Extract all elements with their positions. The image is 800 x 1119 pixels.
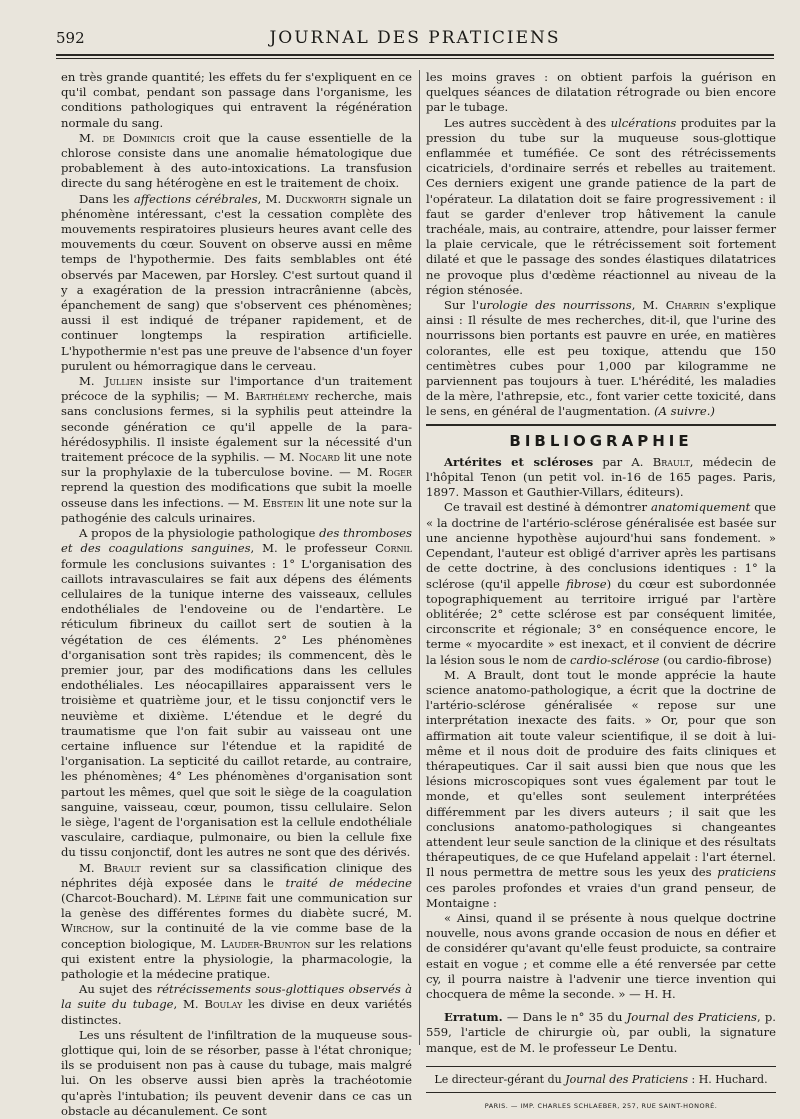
page-number: 592 — [56, 29, 85, 47]
page-header — [56, 26, 774, 50]
right-column — [426, 70, 776, 1110]
paragraph: les moins graves : on obtient parfois la guérison en quelques séances de dilatation rétrograde ou bien encore par le tubage. — [426, 70, 776, 115]
left-column — [61, 70, 412, 1118]
paragraph: Dans les affections cérébrales, M. Duckworth signale un phénomène intéressant, c'est la cessation complète des mouvements respiratoires plusieurs heures avant celle des mouvements du cœur. Souvent on observe aussi en même temps de l'hypothermie. Des faits semblables ont été observés par Macewen, par Horsley. C'est surtout quand il y a exagération de la pression intracrânienne (abcès, épanchement de sang) que s'observent ces phénomènes; aussi il est indiqué de trépaner rapidement, et de continuer longtemps la respiration artificielle. L'hypothermie n'est pas une preuve de l'absence d'un foyer purulent ou hémorragique dans le cerveau. — [61, 191, 412, 373]
footer-rule-lower — [426, 1092, 776, 1093]
paragraph: Ce travail est destiné à démontrer anatomiquement que « la doctrine de l'artério-sclérose généralisée est basée sur une ancienne hypothèse aujourd'hui sans fondement. » Cependant, l'auteur est obligé d'arriver après les partisans de cette doctrine, à des conclusions identiques : 1° la sclérose (qu'il appelle fibrose) du cœur est subordonnée topographiquement au territoire irrigué par l'artère oblitérée; 2° cette sclérose est par conséquent limitée, circonscrite et régionale; 3° en conséquence encore, le terme « myocardite » est inexact, et il convient de décrire la lésion sous le nom de cardio-sclérose (ou cardio-fibrose) — [426, 500, 776, 667]
section-rule — [426, 424, 776, 426]
erratum: Erratum. — Dans le n° 35 du Journal des Praticiens, p. 559, l'article de chirurgie où, par oubli, la signature manque, est de M. le professeur Le Dentu. — [426, 1010, 776, 1055]
to-be-continued: (A suivre.) — [654, 404, 715, 419]
paragraph: M. Brault revient sur sa classification clinique des néphrites déjà exposée dans le traité de médecine (Charcot-Bouchard). M. Lépine fait une communication sur la genèse des différentes formes du diabète sucré, M. Wirchow, sur la continuité de la vie comme base de la conception biologique, M. Lauder-Brunton sur les relations qui existent entre la physiologie, la pharmacologie, la pathologie et la médecine pratique. — [61, 860, 412, 981]
header-rule-thin — [56, 58, 774, 59]
running-title: JOURNAL DES PRATICIENS — [269, 28, 561, 48]
quotation: « Ainsi, quand il se présente à nous quelque doctrine nouvelle, nous avons grande occasion de nous en défier et de considérer qu'avant qu'elle feust produicte, sa contraire estait en vogue ; et comme elle a été renversée par cette cy, il pourra naistre à l'advenir une tierce invention qui chocquera de même la seconde. » — H. H. — [426, 910, 776, 1001]
footer-rule — [426, 1066, 776, 1067]
bibliography-heading: BIBLIOGRAPHIE — [509, 431, 693, 450]
paragraph: M. Jullien insiste sur l'importance d'un traitement précoce de la syphilis; — M. Barthélemy recherche, mais sans conclusions fermes, si la syphilis peut atteindre la seconde génération ce qu'il appelle de la para-hérédosyphilis. Il insiste également sur la nécessité d'un traitement précoce de la syphilis. — M. Nocard lit une note sur la prophylaxie de la tuberculose bovine. — M. Roger reprend la question des modifications que subit la moelle osseuse dans les infections. — M. Ebstein lit une note sur la pathogénie des calculs urinaires. — [61, 374, 412, 525]
printer-imprint: PARIS. — IMP. CHARLES SCHLAEBER, 257, RUE SAINT-HONORÉ. — [484, 1102, 718, 1110]
paragraph: en très grande quantité; les effets du fer s'expliquent en ce qu'il combat, pendant son passage dans l'organisme, les conditions pathologiques qui entravent la régénération normale du sang. — [61, 70, 412, 130]
paragraph: Sur l'urologie des nourrissons, M. Charrin s'explique ainsi : Il résulte de mes recherches, dit-il, que l'urine des nourrissons bien portants est pauvre en urée, en matières colorantes, elle est peu toxique, attendu que 150 centimètres cubes pour 1,000 par kilogramme ne parviennent pas toujours à tuer. L'hérédité, les maladies de la mère, l'athrepsie, etc., font varier cette toxicité, dans le sens, en général de l'augmentation. (A suivre.) — [426, 298, 776, 419]
director-line: Le directeur-gérant du Journal des Praticiens : H. Huchard. — [434, 1072, 768, 1086]
paragraph: M. A Brault, dont tout le monde apprécie la haute science anatomo-pathologique, a écrit que la doctrine de l'artério-sclérose généralisée « repose sur une interprétation inexacte des faits. » Or, pour que son affirmation ait toute valeur scientifique, il se doit à lui-même et il nous doit de produire des faits cliniques et thérapeutiques. Car il sait aussi bien que nous que les lésions microscopiques sont vues également par tout le monde, et qu'elles sont seulement interprétées différemment par les divers auteurs ; il sait que les conclusions anatomo-pathologiques si changeantes attendent leur seule sanction de la clinique et des résultats thérapeutiques, de ce que Hufeland appelait : l'art éternel. Il nous permettra de mettre sous les yeux des praticiens ces paroles profondes et vraies d'un grand penseur, de Montaigne : — [426, 667, 776, 910]
paragraph: Les uns résultent de l'infiltration de la muqueuse sous-glottique qui, loin de se résorber, passe à l'état chronique; ils se produisent non pas à cause du tubage, mais malgré lui. On les observe aussi bien après la trachéotomie qu'après l'intubation; ils peuvent devenir dans ce cas un obstacle au décanulement. Ce sont — [61, 1027, 412, 1118]
bibliography-entry: Artérites et scléroses par A. Brault, médecin de l'hôpital Tenon (un petit vol. in-16 de 165 pages. Paris, 1897. Masson et Gauthier-Villars, éditeurs). — [426, 454, 776, 500]
column-divider — [419, 70, 420, 1045]
paragraph: A propos de la physiologie pathologique des thromboses et des coagulations sanguines, M. le professeur Cornil formule les conclusions suivantes : 1° L'organisation des caillots intravasculaires se fait aux dépens des éléments cellulaires de la tunique interne des vaisseaux, cellules endothéliales de l'endoveine ou de l'endartère. Le réticulum fibrineux du caillot sert de soutien à la végétation de ces éléments. 2° Les phénomènes d'organisation sont très rapides; ils commencent, dès le premier jour, par des modifications dans les cellules endothéliales. Les néocapillaires apparaissent vers le troisième et quatrième jour, et le tissu conjonctif vers le neuvième et dixième. L'étendue et le degré du traumatisme que l'on fait subir au vaisseau ont une certaine influence sur l'étendue et la rapidité de l'organisation. La septicité du caillot retarde, au contraire, les phénomènes; 4° Les phénomènes d'organisation sont partout les mêmes, quel que soit le siège de la coagulation sanguine, vaisseau, cœur, poumon, tissu cellulaire. Selon le siège, l'agent de l'organisation est la cellule endothéliale vasculaire, cardiaque, pulmonaire, ou bien la cellule fixe du tissu conjonctif, dont les autres ne sont que des dérivés. — [61, 526, 412, 860]
paragraph: Les autres succèdent à des ulcérations produites par la pression du tube sur la muqueuse sous-glottique enflammée et tuméfiée. Ce sont des rétrécissements cicatriciels, d'ordinaire serrés et rebelles au traitement. Ces derniers exigent une grande patience de la part de l'opérateur. La dilatation doit se faire progressivement : il faut se garder d'enlever trop hâtivement la canule trachéale, mais, au contraire, attendre, pour laisser fermer la plaie cervicale, que le rétrécissement soit fortement dilaté et que le passage des sondes élastiques dilatatrices ne provoque plus d'œdème réactionnel au niveau de la région sténosée. — [426, 115, 776, 297]
header-rule — [56, 54, 774, 56]
paragraph: Au sujet des rétrécissements sous-glottiques observés à la suite du tubage, M. Boulay les divise en deux variétés distinctes. — [61, 982, 412, 1027]
paragraph: M. de Dominicis croit que la cause essentielle de la chlorose consiste dans une anomalie hématologique due probablement à des auto-intoxications. La transfusion directe du sang hétérogène en est le traitement de choix. — [61, 130, 412, 191]
